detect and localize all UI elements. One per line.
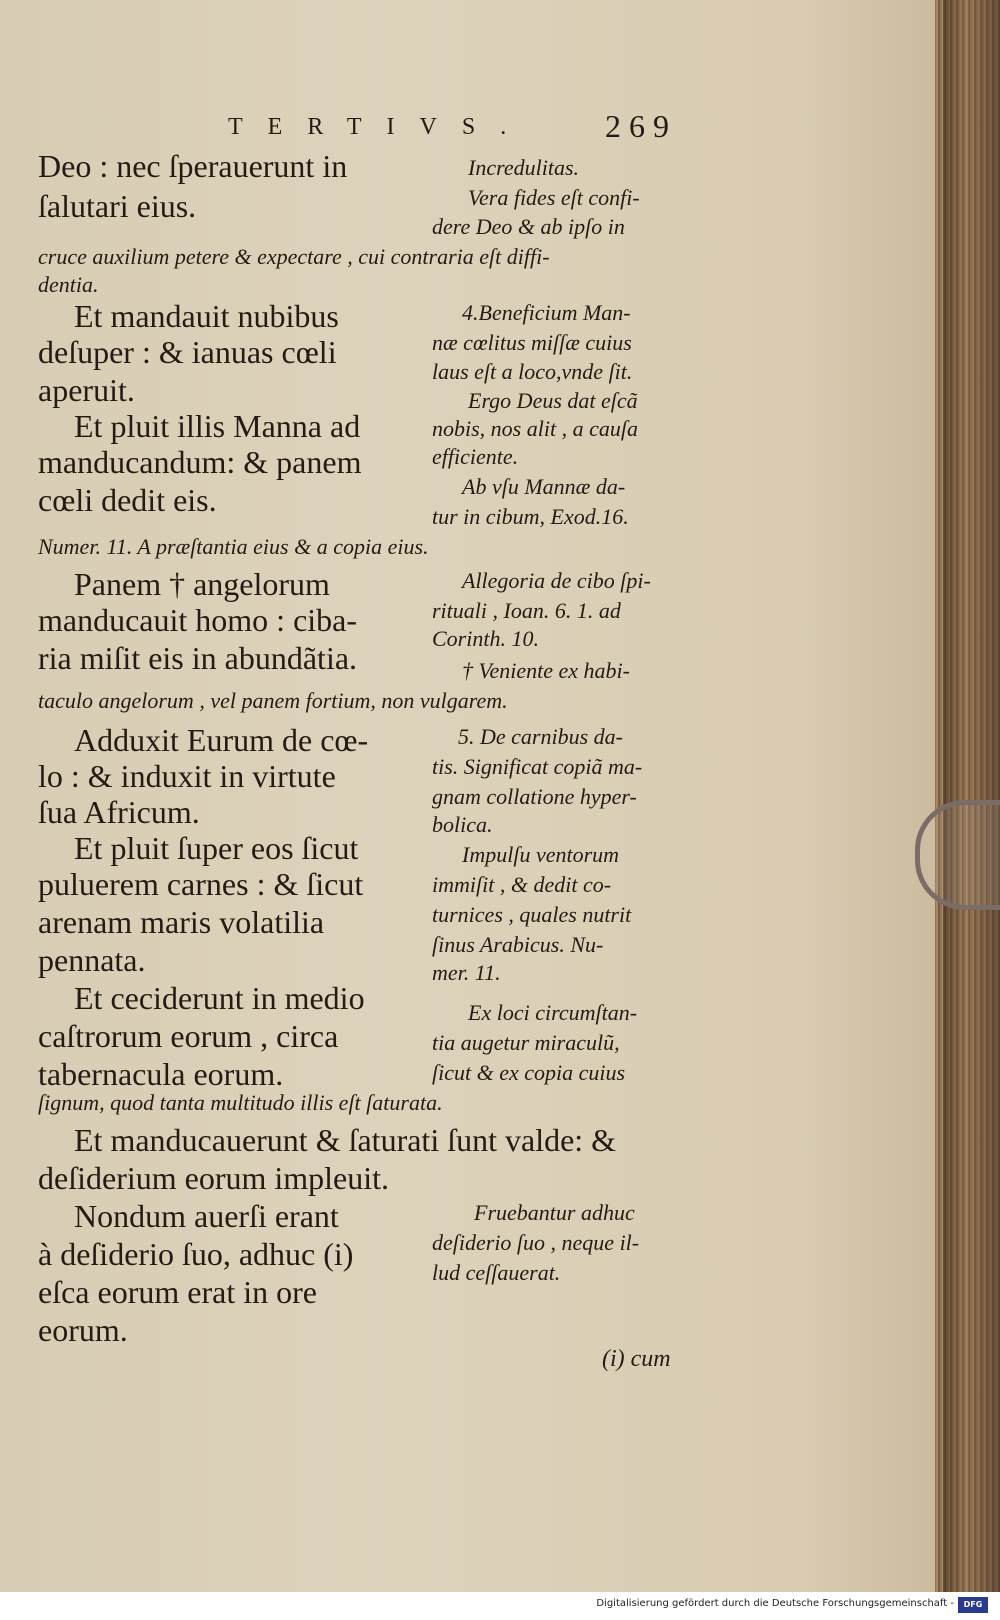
margin-note: Vera fides eſt confi-	[468, 185, 640, 210]
footer-credit: Digitalisierung gefördert durch die Deutsche Forschungsgemeinschaft -	[596, 1598, 954, 1609]
main-line: Et mandauit nubibus	[74, 298, 339, 334]
main-line: caſtrorum eorum , circa	[38, 1018, 339, 1054]
margin-note: ſignum, quod tanta multitudo illis eſt ſaturata.	[38, 1090, 443, 1115]
margin-note: deſiderio ſuo , neque il-	[432, 1230, 640, 1255]
main-line: pennata.	[38, 942, 146, 978]
margin-note: mer. 11.	[432, 960, 501, 985]
main-line: Et ceciderunt in medio	[74, 980, 365, 1016]
catchword: (i) cum	[602, 1346, 671, 1372]
main-line: puluerem carnes : & ſicut	[38, 866, 364, 902]
main-line: deſuper : & ianuas cœli	[38, 334, 337, 370]
margin-note: laus eſt a loco,vnde ſit.	[432, 359, 633, 384]
main-line: manducauit homo : ciba-	[38, 602, 358, 638]
margin-note: † Veniente ex habi-	[462, 658, 630, 683]
margin-note: gnam collatione hyper-	[432, 784, 637, 809]
main-line: Et pluit illis Manna ad	[74, 408, 361, 444]
margin-note: tis. Significat copiã ma-	[432, 754, 643, 779]
dfg-logo: DFG	[958, 1597, 988, 1613]
margin-note: turnices , quales nutrit	[432, 902, 632, 927]
margin-note: lud ceſſauerat.	[432, 1260, 561, 1285]
margin-note: immiſit , & dedit co-	[432, 872, 612, 897]
main-line: Panem † angelorum	[74, 566, 330, 602]
margin-note: bolica.	[432, 812, 493, 837]
main-line: deſiderium eorum impleuit.	[38, 1160, 390, 1196]
main-line: Et manducauerunt & ſaturati ſunt valde: &	[74, 1122, 617, 1158]
margin-note: tia augetur miraculũ,	[432, 1030, 620, 1055]
main-line: lo : & induxit in virtute	[38, 758, 336, 794]
margin-note: Numer. 11. A præſtantia eius & a copia eius.	[38, 534, 429, 559]
main-line: manducandum: & panem	[38, 444, 362, 480]
main-line: Deo : nec ſperauerunt in	[38, 148, 348, 184]
main-line: ſua Africum.	[38, 794, 200, 830]
margin-note: Impulſu ventorum	[462, 842, 620, 867]
margin-note: Ergo Deus dat eſcã	[468, 388, 638, 413]
main-line: tabernacula eorum.	[38, 1056, 284, 1092]
main-line: cœli dedit eis.	[38, 482, 217, 518]
main-line: ria miſit eis in abundãtia.	[38, 640, 358, 676]
margin-note: ſicut & ex copia cuius	[432, 1060, 626, 1085]
margin-note: cruce auxilium petere & expectare , cui contraria eſt diffi-	[38, 244, 550, 269]
margin-note: rituali , Ioan. 6. 1. ad	[432, 598, 621, 623]
main-line: à deſiderio ſuo, adhuc (i)	[38, 1236, 354, 1272]
main-line: ſalutari eius.	[38, 188, 197, 224]
margin-note: Allegoria de cibo ſpi-	[462, 568, 651, 593]
margin-note: Corinth. 10.	[432, 626, 539, 651]
main-line: Adduxit Eurum de cœ-	[74, 722, 369, 758]
margin-note: 4.Beneficium Man-	[462, 300, 631, 325]
margin-note: taculo angelorum , vel panem fortium, non vulgarem.	[38, 688, 508, 713]
margin-note: Incredulitas.	[468, 155, 579, 180]
book-clamp	[915, 800, 1000, 910]
margin-note: ſinus Arabicus. Nu-	[432, 932, 604, 957]
margin-note: næ cœlitus miſſæ cuius	[432, 330, 632, 355]
margin-note: Ab vſu Mannæ da-	[462, 474, 626, 499]
margin-note: dere Deo & ab ipſo in	[432, 214, 625, 239]
margin-note: 5. De carnibus da-	[458, 724, 623, 749]
digitization-footer	[0, 1592, 1000, 1620]
margin-note: Ex loci circumſtan-	[468, 1000, 638, 1025]
margin-note: efficiente.	[432, 444, 519, 469]
margin-note: tur in cibum, Exod.16.	[432, 504, 629, 529]
page-number: 269	[605, 108, 677, 144]
main-line: Nondum auerſi erant	[74, 1198, 339, 1234]
running-title: TERTIVS.	[228, 114, 532, 140]
margin-note: nobis, nos alit , a cauſa	[432, 416, 638, 441]
margin-note: Fruebantur adhuc	[474, 1200, 635, 1225]
main-line: aperuit.	[38, 372, 135, 408]
main-line: Et pluit ſuper eos ſicut	[74, 830, 359, 866]
margin-note: dentia.	[38, 272, 99, 297]
main-line: eorum.	[38, 1312, 128, 1348]
main-line: arenam maris volatilia	[38, 904, 325, 940]
main-line: eſca eorum erat in ore	[38, 1274, 317, 1310]
page-edges-shade	[943, 0, 1000, 1592]
